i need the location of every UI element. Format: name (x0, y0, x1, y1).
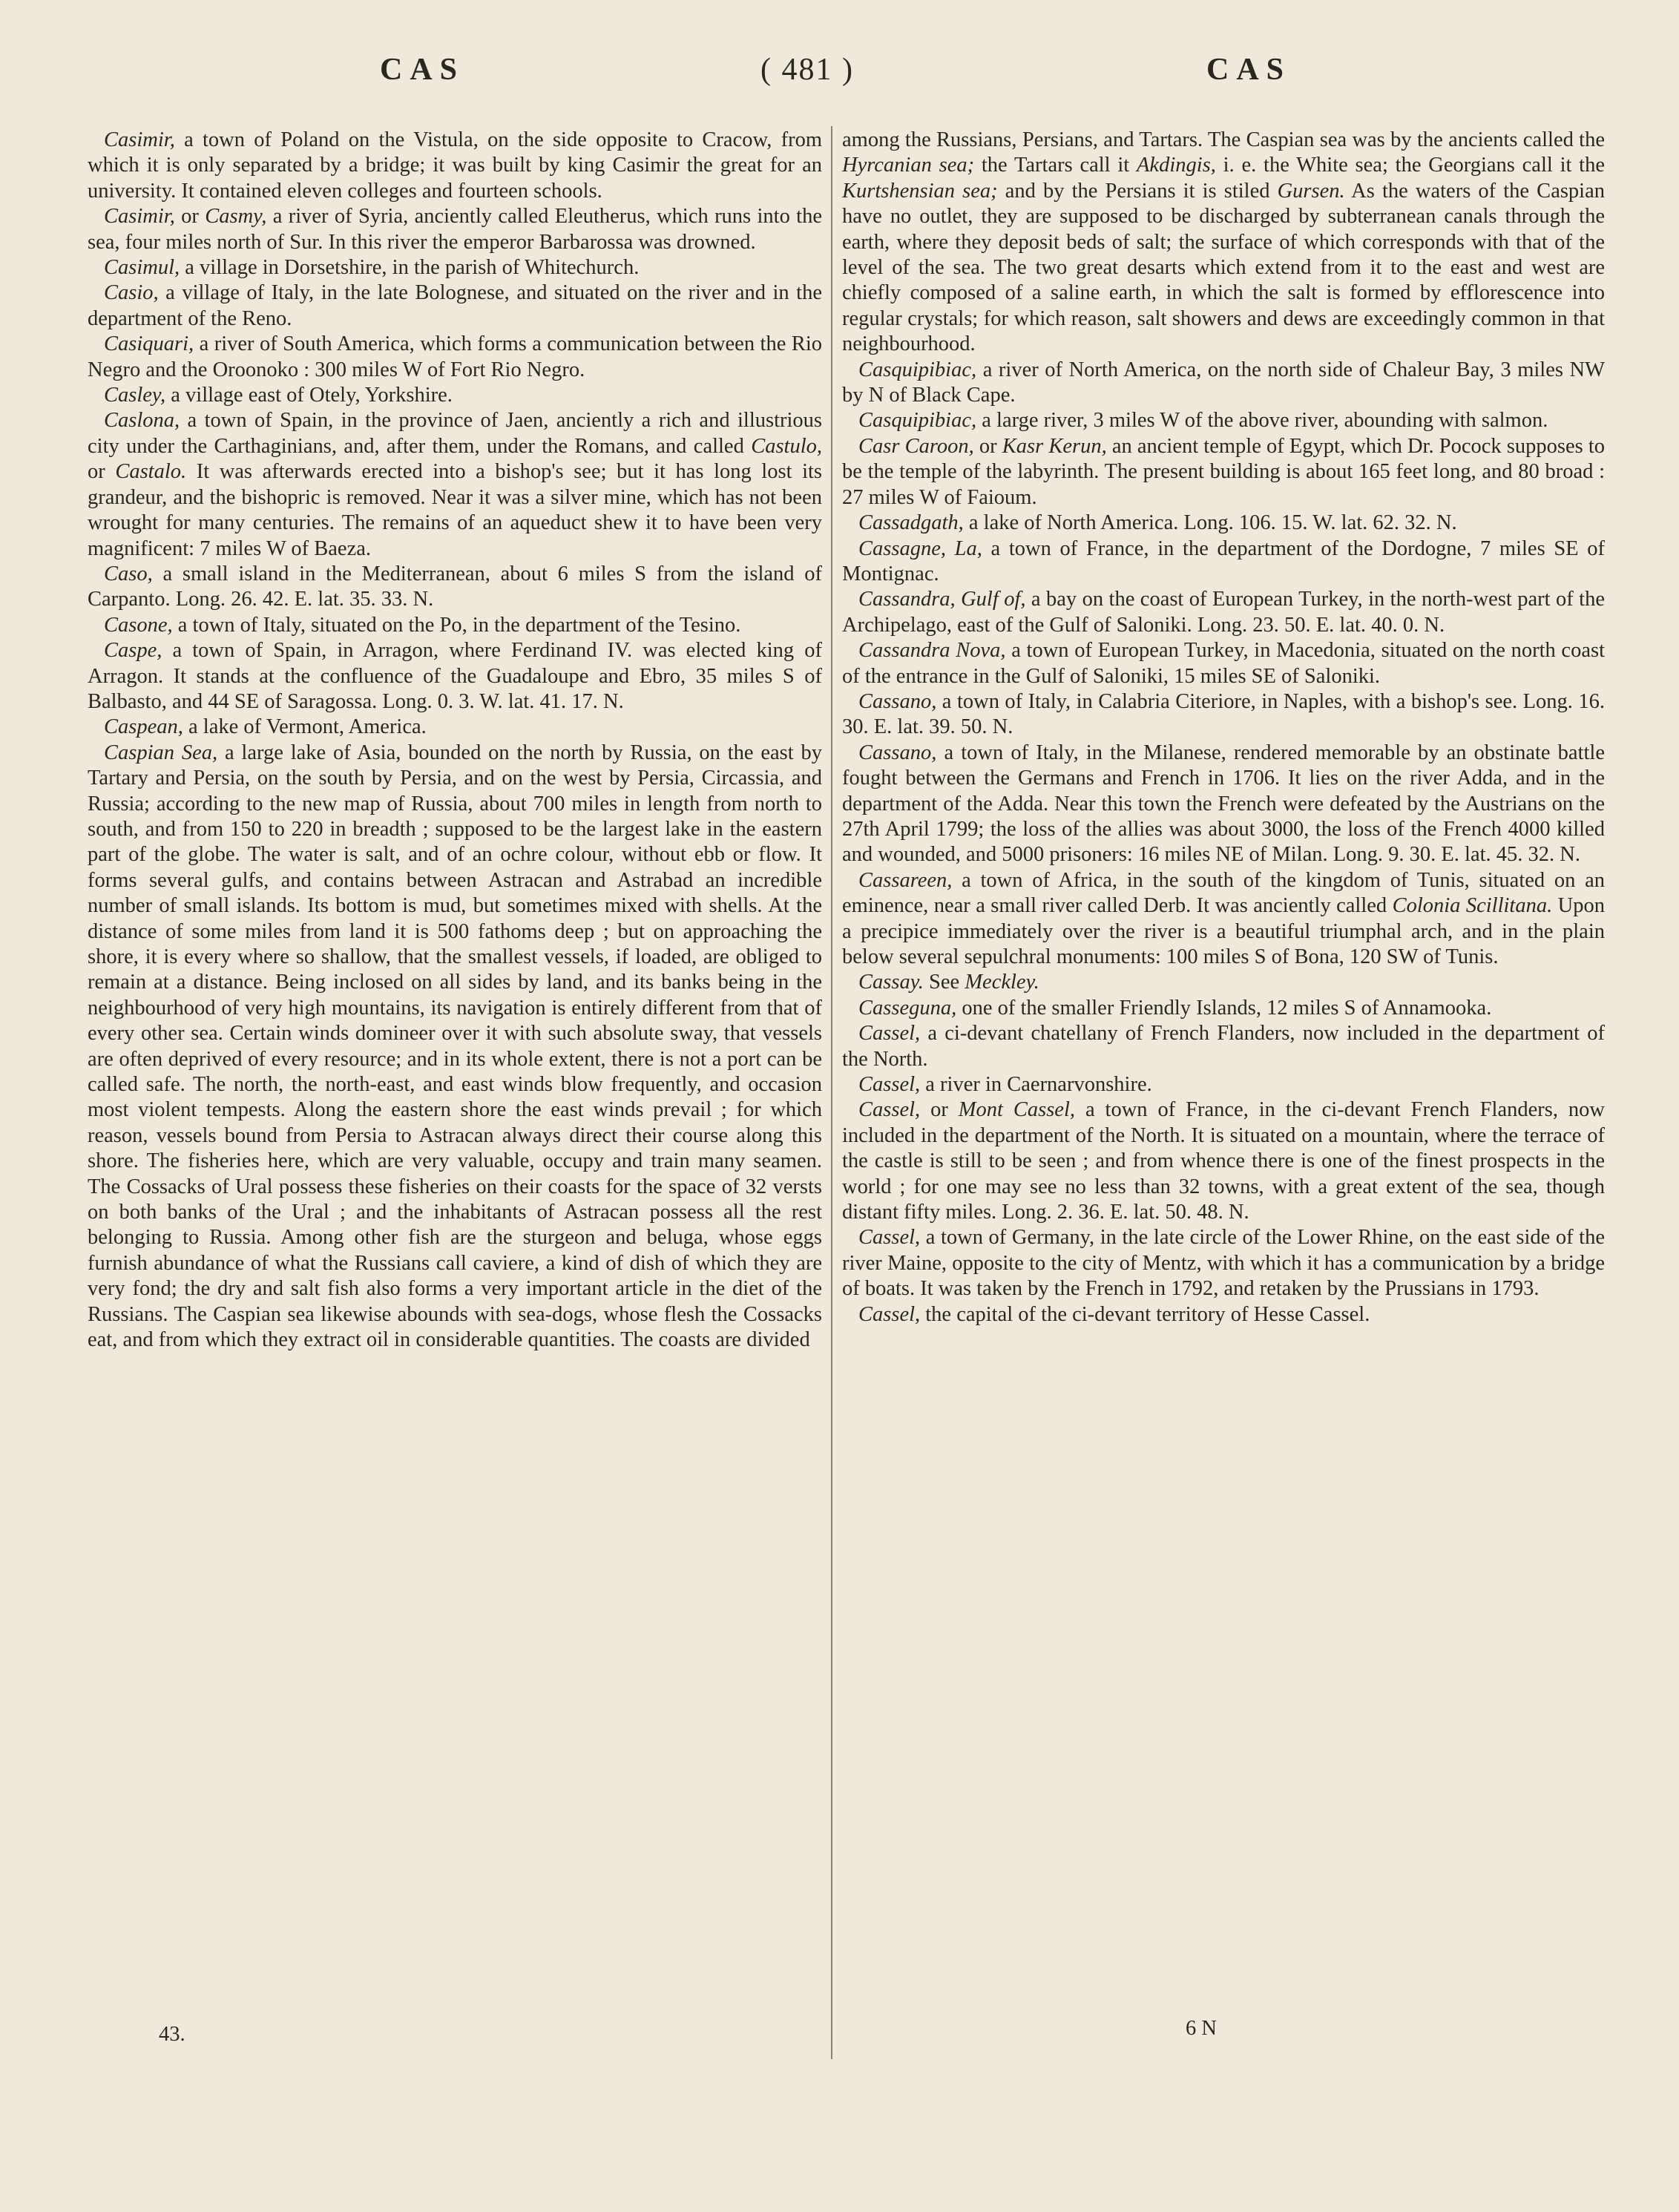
entry-headword: Cassareen, (858, 868, 953, 892)
entry-italic-term: Colonia Scillitana. (1392, 894, 1553, 918)
entry-italic-term: Hyrcanian sea; (842, 154, 975, 177)
signature-mark-right: 6 N (1186, 2017, 1217, 2040)
entry-headword: Casr Caroon, (858, 434, 974, 458)
right-column (842, 128, 1605, 1327)
gazetteer-entry (842, 689, 1605, 741)
entry-headword: Caspian Sea, (104, 741, 218, 764)
entry-headword: Casone, (104, 613, 173, 637)
entry-headword: Casio, (104, 281, 159, 305)
gazetteer-entry (842, 1072, 1605, 1097)
signature-mark-left: 43. (159, 2023, 185, 2046)
entry-headword: Casiquari, (104, 332, 194, 356)
entry-text: a river of Syria, anciently called Eleutherus, which runs into the sea, four miles north of Sur. In this river the emperor Barbarossa was drowned. (88, 205, 822, 254)
entry-text: or (920, 1098, 959, 1122)
entry-text: a river in Caernarvonshire. (920, 1073, 1152, 1097)
entry-headword: Cassandra, Gulf of, (858, 588, 1026, 611)
entry-text: a village of Italy, in the late Bolognese, and situated on the river and in the department of the Reno. (88, 281, 822, 330)
entry-text: the Tartars call it (974, 154, 1137, 177)
entry-text: a town of France, in the ci-devant French Flanders, now included in the department of the North. It is situated on a mountain, where the terrace of the castle is still to be seen ; and from whence there is one of the finest prospects in the world ; for one may see no less than 32 towns, with a great extent of the sea, though distant fifty miles. Long. 2. 36. E. lat. 50. 48. N. (842, 1098, 1605, 1224)
entry-text: or (174, 205, 206, 229)
entry-text: a village east of Otely, Yorkshire. (165, 384, 453, 407)
entry-text: a town of Africa, in the south of the kingdom of Tunis, situated on an eminence, near a small river called Derb. It was anciently called (842, 868, 1605, 918)
gazetteer-entry (88, 280, 822, 332)
entry-text: a lake of Vermont, America. (183, 715, 427, 739)
entry-italic-term: Casmy, (205, 205, 267, 229)
entry-headword: Cassano, (858, 689, 937, 713)
gazetteer-entry (842, 434, 1605, 511)
entry-headword: Cassel, (858, 1226, 921, 1250)
entry-headword: Casquipibiac, (858, 358, 977, 381)
gazetteer-entry (88, 613, 822, 638)
column-divider (831, 126, 832, 2059)
entry-italic-term: Gursen. (1277, 179, 1345, 203)
gazetteer-entry (842, 408, 1605, 433)
gazetteer-entry (88, 128, 822, 204)
gazetteer-entry (88, 383, 822, 408)
entry-text: or (973, 434, 1002, 458)
entry-headword: Casseguna, (858, 996, 957, 1020)
entry-headword: Cassandra Nova, (858, 639, 1006, 663)
entry-text: a river of North America, on the north side of Chaleur Bay, 3 miles NW by N of Black Cape. (842, 358, 1605, 407)
entry-text: one of the smaller Friendly Islands, 12 miles S of Annamooka. (956, 996, 1492, 1020)
gazetteer-entry (88, 741, 822, 1353)
entry-headword: Caso, (104, 562, 153, 585)
entry-text: a town of Italy, in Calabria Citeriore, in Naples, with a bishop's see. Long. 16. 30. E. lat. 39. 50. N. (842, 689, 1605, 739)
left-column (88, 128, 822, 1353)
entry-text: an ancient temple of Egypt, which Dr. Pocock supposes to be the temple of the labyrinth. The present building is about 165 feet long, and 80 broad : 27 miles W of Faioum. (842, 434, 1605, 509)
entry-headword: Cassel, (858, 1098, 921, 1122)
entry-text: a town of Germany, in the late circle of the Lower Rhine, on the east side of the river Maine, opposite to the city of Mentz, with which it has a communication by a bridge of boats. It was taken by the French in 1792, and retaken by the Prussians in 1793. (842, 1226, 1605, 1301)
entry-headword: Casimir, (104, 205, 175, 229)
entry-text: a lake of North America. Long. 106. 15. W. lat. 62. 32. N. (963, 511, 1457, 535)
gazetteer-entry (88, 332, 822, 383)
entry-text: a bay on the coast of European Turkey, in the north-west part of the Archipelago, east of the Gulf of Saloniki. Long. 23. 50. E. lat. 40. 0. N. (842, 588, 1605, 637)
gazetteer-entry (88, 255, 822, 280)
gazetteer-entry (88, 562, 822, 613)
page-number: ( 481 ) (760, 53, 854, 87)
entry-headword: Casquipibiac, (858, 409, 977, 433)
gazetteer-entry (88, 715, 822, 740)
entry-headword: Caspean, (104, 715, 183, 739)
entry-text: the capital of the ci-devant territory of Hesse Cassel. (920, 1302, 1370, 1326)
gazetteer-entry (842, 511, 1605, 536)
entry-text: a town of European Turkey, in Macedonia, situated on the north coast of the entrance in the Gulf of Saloniki, 15 miles SE of Saloniki. (842, 639, 1605, 688)
gazetteer-entry (842, 996, 1605, 1021)
entry-italic-term: Castalo. (115, 460, 187, 484)
gazetteer-entry (842, 868, 1605, 971)
entry-text: Upon a precipice immediately over the river is a beautiful triumphal arch, and in the plain below several sepulchral monuments: 100 miles S of Bona, 120 SW of Tunis. (842, 894, 1605, 968)
entry-italic-term: Mont Cassel, (958, 1098, 1075, 1122)
entry-text: a village in Dorsetshire, in the parish of Whitechurch. (180, 256, 640, 280)
page-header (104, 52, 1573, 104)
entry-headword: Casley, (104, 384, 166, 407)
entry-text: a town of Spain, in Arragon, where Ferdinand IV. was elected king of Arragon. It stands at the confluence of the Guadaloupe and Ebro, 35 miles S of Balbasto, and 44 SE of Saragossa. Long. 0. 3. W. lat. 41. 17. N. (88, 639, 822, 713)
gazetteer-entry (842, 1225, 1605, 1302)
entry-italic-term: Castulo, (751, 434, 822, 458)
entry-text: and by the Persians it is stiled (997, 179, 1278, 203)
entry-text: See (923, 971, 965, 994)
entry-headword: Caspe, (104, 639, 162, 663)
gazetteer-entry (842, 638, 1605, 689)
entry-headword: Cassel, (858, 1022, 921, 1046)
gazetteer-entry (842, 536, 1605, 588)
entry-text: a large river, 3 miles W of the above river, abounding with salmon. (976, 409, 1548, 433)
gazetteer-entry (842, 1021, 1605, 1072)
gazetteer-entry (842, 358, 1605, 409)
entry-headword: Casimir, (104, 128, 175, 151)
entry-text: a river of South America, which forms a communication between the Rio Negro and the Oroonoko : 300 miles W of Fort Rio Negro. (88, 332, 822, 381)
entry-italic-term: Kurtshensian sea; (842, 179, 998, 203)
running-head-right: CAS (1206, 53, 1292, 87)
entry-text: a ci-devant chatellany of French Flanders, now included in the department of the North. (842, 1022, 1605, 1071)
entry-headword: Casimul, (104, 256, 180, 280)
entry-text: a town of Spain, in the province of Jaen, anciently a rich and illustrious city under the Carthaginians, and, after them, under the Romans, and called (88, 409, 822, 458)
entry-headword: Cassel, (858, 1073, 921, 1097)
gazetteer-entry (842, 1097, 1605, 1225)
entry-text: or (88, 460, 116, 484)
gazetteer-entry (842, 587, 1605, 638)
entry-text: It was afterwards erected into a bishop's see; but it has long lost its grandeur, and the bishopric is removed. Near it was a silver mine, which has not been wrought for many centuries. The remains of an aqueduct shew it to have been very magnificent: 7 miles W of Baeza. (88, 460, 822, 560)
entry-text: As the waters of the Caspian have no outlet, they are supposed to be discharged by subterranean canals through the earth, where they deposit beds of salt; the surface of which corresponds with that of the level of the sea. The two great desarts which extend from it to the east and west are chiefly composed of a saline earth, in which the salt is formed by efflorescence into regular crystals; for which reason, salt showers and dews are exceedingly common in that neighbourhood. (842, 179, 1605, 356)
gazetteer-entry (88, 204, 822, 255)
entry-italic-term: Akdingis, (1137, 154, 1216, 177)
gazetteer-entry (842, 970, 1605, 995)
entry-headword: Caslona, (104, 409, 180, 433)
gazetteer-entry (842, 741, 1605, 868)
entry-headword: Cassel, (858, 1302, 921, 1326)
gazetteer-entry (88, 638, 822, 715)
entry-text: a large lake of Asia, bounded on the north by Russia, on the east by Tartary and Persia, on the south by Persia, and on the west by Persia, Circassia, and Russia; according to the new map of Russia, about 700 miles in length from north to south, and from 150 to 220 in breadth ; supposed to be the largest lake in the eastern part of the globe. The water is salt, and of an ochre colour, without ebb or flow. It forms several gulfs, and contains between Astracan and Astrabad an incredible number of small islands. Its bottom is mud, but sometimes mixed with shells. At the distance of some miles from land it is 500 fathoms deep ; but on approaching the shore, it is every where so shallow, that the smallest vessels, if loaded, are obliged to remain at a distance. Being inclosed on all sides by land, and its banks being in the neighbourhood of very high mountains, its navigation is entirely different from that of every other sea. Certain winds domineer over it with such absolute sway, that vessels are often deprived of every resource; and in its whole extent, there is not a port can be called safe. The north, the north-east, and east winds blow frequently, and occasion most violent tempests. Along the eastern shore the east winds prevail ; for which reason, vessels bound from Persia to Astracan always direct their course along this shore. The fisheries here, which are very valuable, occupy and train many seamen. The Cossacks of Ural possess these fisheries on their coasts for the space of 32 versts on both banks of the Ural ; and the inhabitants of Astracan possess all the rest belonging to Russia. Among other fish are the sturgeon and beluga, whose eggs furnish abundance of what the Russians call caviere, a kind of dish of which they are very fond; the dry and salt fish also forms a very important article in the diet of the Russians. The Caspian sea likewise abounds with sea-dogs, whose flesh the Cossacks eat, and from which they extract oil in considerable quantities. The coasts are divided (88, 741, 822, 1352)
entry-headword: Cassagne, La, (858, 536, 982, 560)
gazetteer-entry (88, 408, 822, 561)
entry-text: i. e. the White sea; the Georgians call it the (1215, 154, 1606, 177)
entry-headword: Cassano, (858, 741, 937, 764)
gazetteer-entry (842, 128, 1605, 358)
entry-italic-term: Kasr Kerun, (1002, 434, 1107, 458)
entry-italic-term: Meckley. (965, 971, 1039, 994)
entry-headword: Cassay. (858, 971, 924, 994)
entry-text: a town of Poland on the Vistula, on the side opposite to Cracow, from which it is only separated by a bridge; it was built by king Casimir the great for an university. It contained eleven colleges and fourteen schools. (88, 128, 822, 203)
entry-text: a town of Italy, in the Milanese, rendered memorable by an obstinate battle fought between the Germans and French in 1706. It lies on the river Adda, and in the department of the Adda. Near this town the French were defeated by the Austrians on the 27th April 1799; the loss of the allies was about 3000, the loss of the French 4000 killed and wounded, and 5000 prisoners: 16 miles NE of Milan. Long. 9. 30. E. lat. 45. 32. N. (842, 741, 1605, 867)
entry-text: a small island in the Mediterranean, about 6 miles S from the island of Carpanto. Long. 26. 42. E. lat. 35. 33. N. (88, 562, 822, 611)
entry-headword: Cassadgath, (858, 511, 964, 535)
entry-text: among the Russians, Persians, and Tartars. The Caspian sea was by the ancients called the (842, 128, 1605, 151)
running-head-left: CAS (380, 53, 465, 87)
entry-text: a town of Italy, situated on the Po, in the department of the Tesino. (172, 613, 741, 637)
gazetteer-entry (842, 1302, 1605, 1327)
entry-text: a town of France, in the department of the Dordogne, 7 miles SE of Montignac. (842, 536, 1605, 585)
